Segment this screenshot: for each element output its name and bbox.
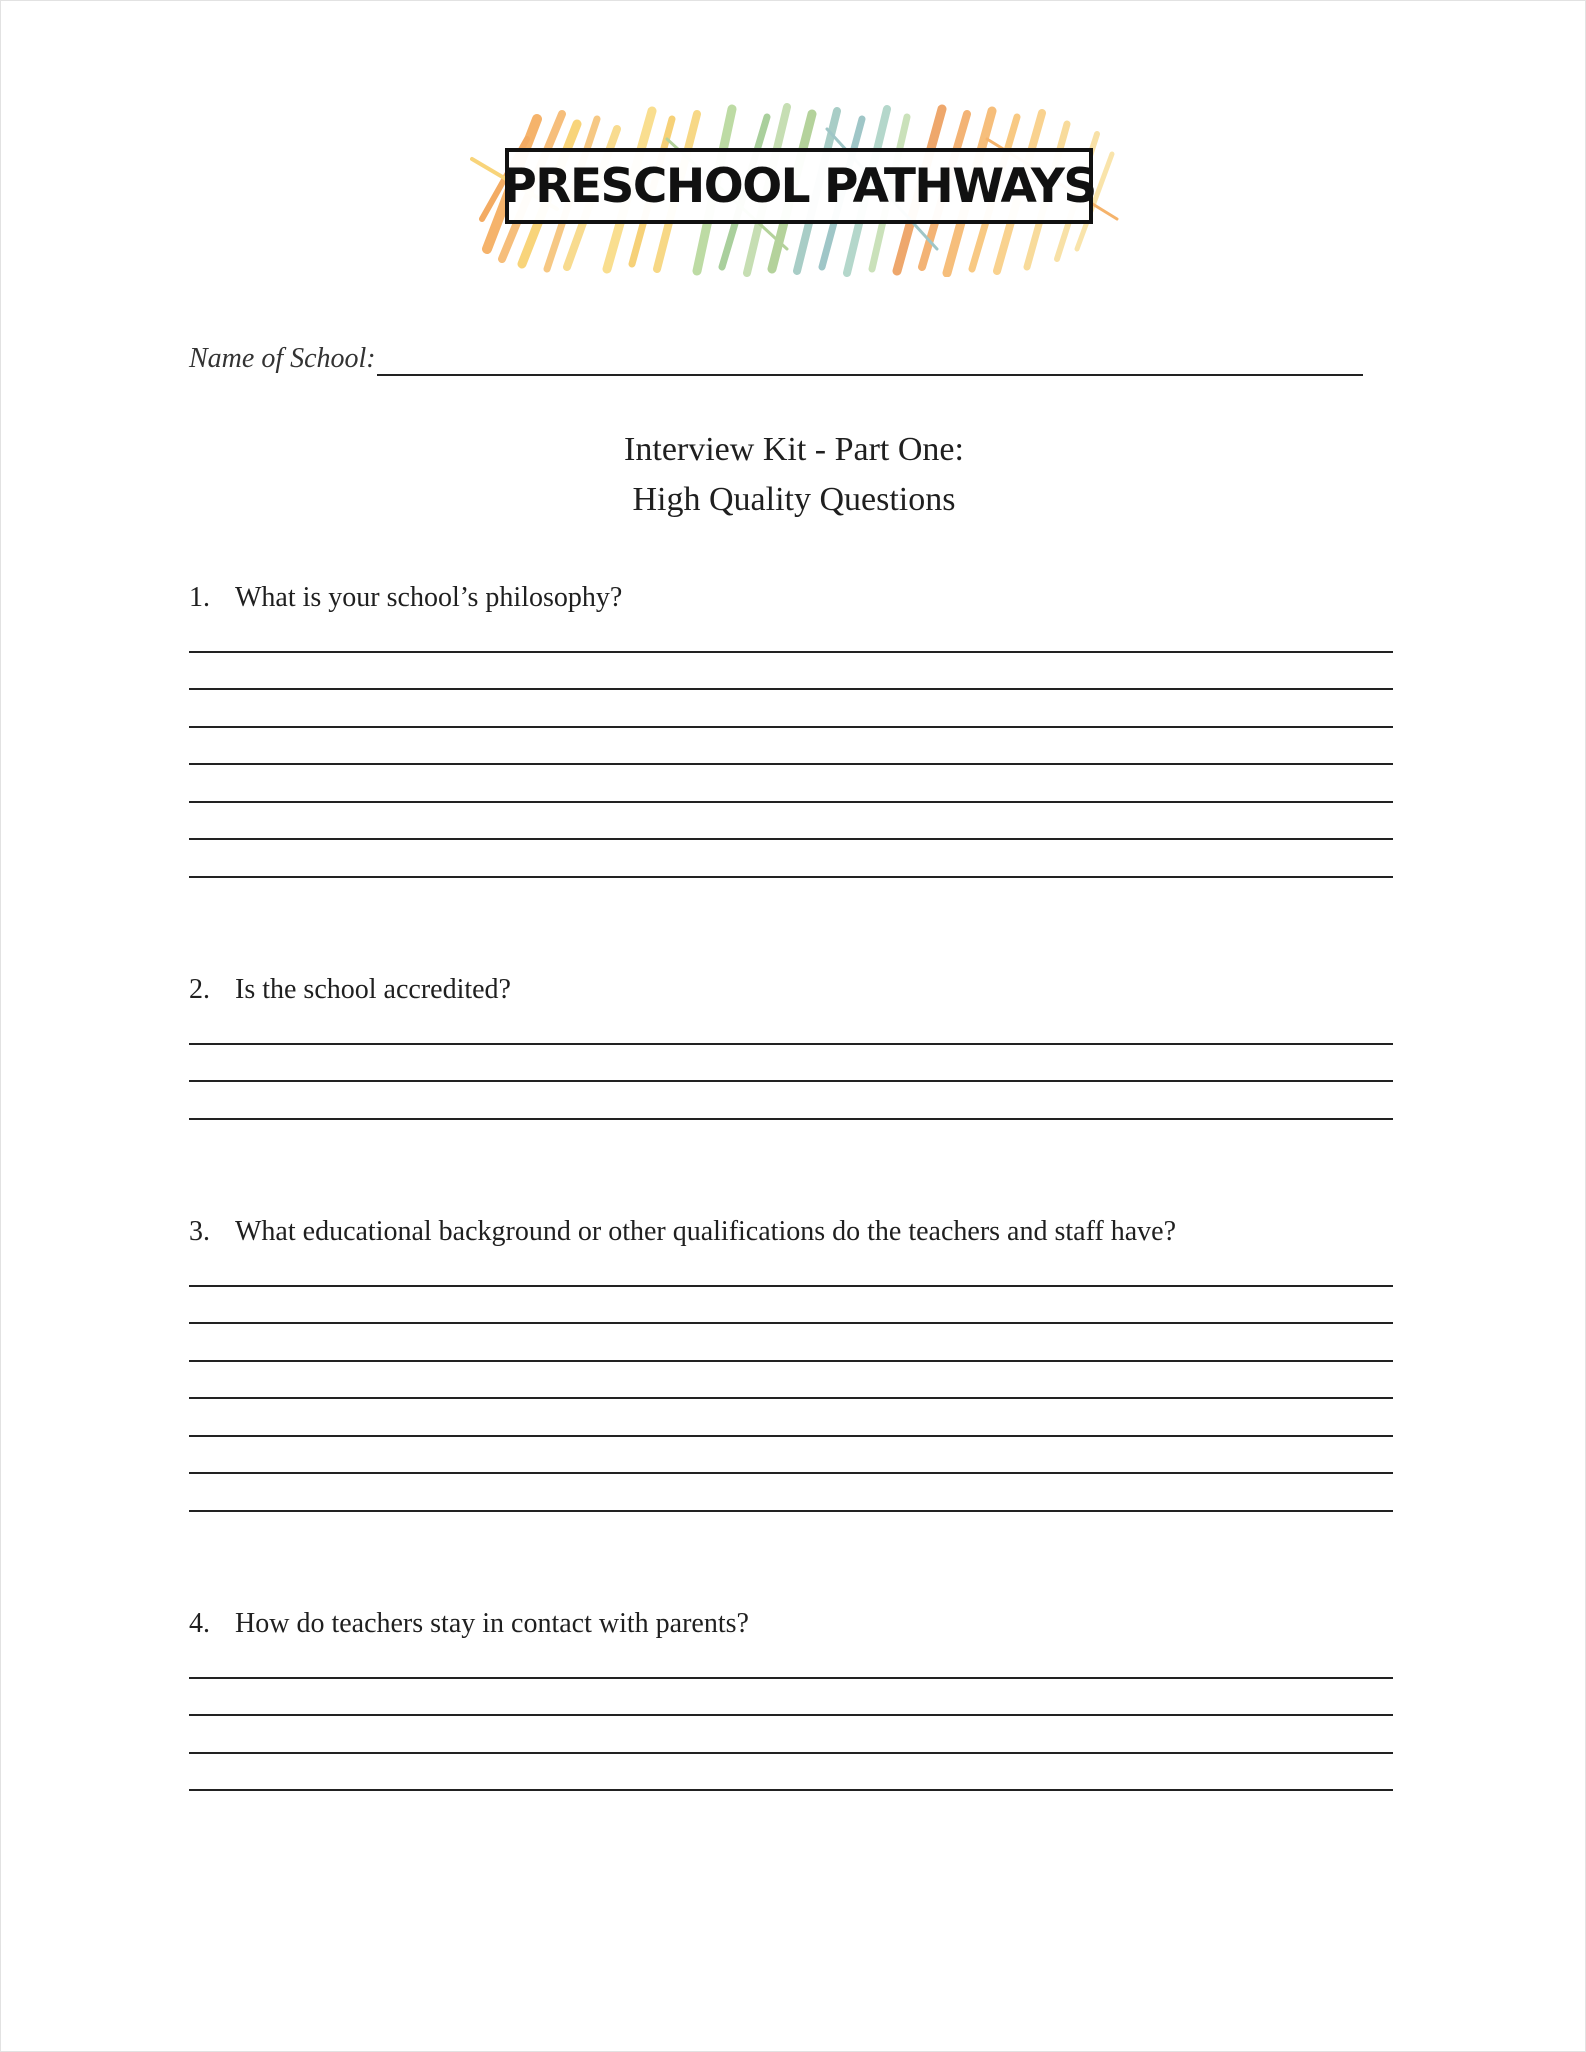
question-1-answer-lines[interactable] — [189, 615, 1393, 878]
answer-line[interactable] — [189, 653, 1393, 691]
preschool-pathways-logo — [467, 99, 1127, 277]
question-4-number: 4. — [189, 1608, 210, 1639]
name-of-school-label: Name of School: — [189, 343, 376, 374]
answer-line[interactable] — [189, 690, 1393, 728]
answer-line[interactable] — [189, 840, 1393, 878]
answer-line[interactable] — [189, 1641, 1393, 1679]
answer-line[interactable] — [189, 1249, 1393, 1287]
question-4-text — [189, 1607, 1393, 1641]
answer-line[interactable] — [189, 1437, 1393, 1475]
logo-box — [502, 148, 1096, 224]
answer-line[interactable] — [189, 615, 1393, 653]
question-2-answer-lines[interactable] — [189, 1007, 1393, 1120]
question-3-label: What educational background or other qualifications do the teachers and staff have? — [235, 1216, 1176, 1247]
question-1-number: 1. — [189, 582, 210, 613]
question-2-number: 2. — [189, 974, 210, 1005]
answer-line[interactable] — [189, 1007, 1393, 1045]
question-2-text — [189, 973, 1393, 1007]
answer-line[interactable] — [189, 1082, 1393, 1120]
logo-text: PRESCHOOL PATHWAYS — [502, 158, 1096, 214]
page-title: Interview Kit - Part One: — [624, 431, 964, 468]
question-3-text — [189, 1215, 1393, 1249]
answer-line[interactable] — [189, 1679, 1393, 1717]
question-1-text — [189, 581, 1393, 615]
question-4-answer-lines[interactable] — [189, 1641, 1393, 1791]
question-4 — [189, 1607, 1393, 1791]
question-2 — [189, 973, 1393, 1120]
name-of-school-row — [189, 343, 1369, 383]
answer-line[interactable] — [189, 1362, 1393, 1400]
question-3-answer-lines[interactable] — [189, 1249, 1393, 1512]
answer-line[interactable] — [189, 1324, 1393, 1362]
question-3 — [189, 1215, 1393, 1512]
answer-line[interactable] — [189, 728, 1393, 766]
name-of-school-field[interactable] — [377, 374, 1363, 376]
answer-line[interactable] — [189, 1399, 1393, 1437]
page-subtitle: High Quality Questions — [632, 481, 956, 518]
answer-line[interactable] — [189, 765, 1393, 803]
answer-line[interactable] — [189, 803, 1393, 841]
question-1 — [189, 581, 1393, 878]
answer-line[interactable] — [189, 1474, 1393, 1512]
answer-line[interactable] — [189, 1754, 1393, 1792]
question-4-label: How do teachers stay in contact with parents? — [235, 1608, 749, 1639]
question-1-label: What is your school’s philosophy? — [235, 582, 623, 613]
question-3-number: 3. — [189, 1216, 210, 1247]
question-2-label: Is the school accredited? — [235, 974, 511, 1005]
answer-line[interactable] — [189, 1287, 1393, 1325]
answer-line[interactable] — [189, 1716, 1393, 1754]
answer-line[interactable] — [189, 1045, 1393, 1083]
